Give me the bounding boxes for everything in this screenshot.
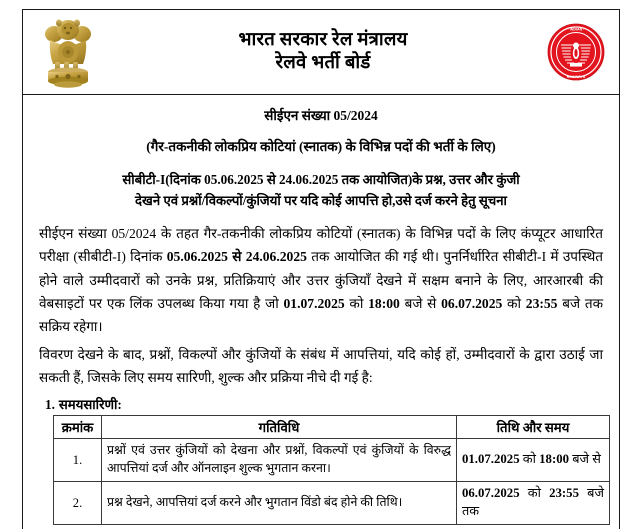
schedule-table xyxy=(53,415,610,525)
notice-document xyxy=(22,9,620,529)
row-2-sno: 2. xyxy=(54,482,102,525)
row-1-date-tail: बजे से xyxy=(569,452,601,467)
table-row xyxy=(54,482,610,525)
row-1-date-mid: को xyxy=(519,452,540,467)
svg-text:RAILWAYS: RAILWAYS xyxy=(566,75,586,80)
p1-link-close-time: 23:55 xyxy=(525,295,558,311)
p1-part-m: को xyxy=(502,295,526,311)
row-1-activity: प्रश्नों एवं उत्तर कुंजियों को देखना और प्रश्नों, विकल्पों एवं कुंजियों के विरुद्ध आपत्तियां दर्ज और ऑनलाइन शुल्क भुगतान करना। xyxy=(102,439,457,482)
p1-se: से xyxy=(232,249,242,265)
p1-date-end: 24.06.2025 xyxy=(245,249,307,265)
column-header-date: तिथि और समय xyxy=(457,416,610,439)
section-title: समयसारिणी: xyxy=(58,397,122,413)
national-emblem-icon xyxy=(37,14,99,90)
row-2-date xyxy=(457,482,610,525)
notice-heading-line2: देखने एवं प्रश्नों/विकल्पों/कुंजियों पर यदि कोई आपत्ति हो,उसे दर्ज करने हेतु सूचना xyxy=(135,193,507,209)
indian-railways-logo-icon xyxy=(547,23,605,81)
p1-part-k: बजे से xyxy=(399,295,442,311)
row-2-time-value: 23:55 xyxy=(549,486,579,501)
document-header xyxy=(23,9,619,95)
p1-link-open-time: 18:00 xyxy=(368,295,400,311)
board-title: रेलवे भर्ती बोर्ड xyxy=(275,53,371,73)
table-header-row xyxy=(54,416,610,439)
row-2-date-tail: बजे तक xyxy=(462,486,604,519)
p1-part-g: तक आयोजित की गई थी। पुनर्निर्धारित सीबीटी-I में उपस्थित होने वाले उम्मीदवारों को उनके प्रश्न, प्रतिक्रियाएं और उत्तर कुंजियाँ देखने में सक्षम बनाने के लिए, आरआरबी की वेबसाइटों पर एक लिंक उपलब्ध किया गया है जो xyxy=(39,249,603,311)
paragraph-2: विवरण देखने के बाद, प्रश्नों, विकल्पों और कुंजियों के संबंध में आपत्तियां, यदि कोई हों, उम्मीदवारों के द्वारा उठाई जा सकती हैं, जिसके लिए समय सारिणी, शुल्क और प्रक्रिया नीचे दी गई है: xyxy=(39,346,603,385)
p1-link-open-date: 01.07.2025 xyxy=(283,295,345,311)
row-1-sno: 1. xyxy=(54,439,102,482)
p1-part-i: को xyxy=(344,295,369,311)
p1-part-a: सीईएन संख्या 05/2024 के तहत गैर-तकनीकी लोकप्रिय कोटियों (स्नातक) के विभिन्न पदों के लिए कंप्यूटर आधारित परीक्षा (सीबीटी-I) दिनांक xyxy=(39,225,603,265)
row-2-activity: प्रश्न देखने, आपत्तियां दर्ज करने और भुगतान विंडो बंद होने की तिथि। xyxy=(102,482,457,525)
table-row xyxy=(54,439,610,482)
cen-number: सीईएन संख्या 05/2024 xyxy=(264,108,378,123)
section-heading xyxy=(45,395,607,413)
column-header-sno: क्रमांक xyxy=(54,416,102,439)
document-body xyxy=(23,95,619,529)
notice-subtitle: (गैर-तकनीकी लोकप्रिय कोटियां (स्नातक) के विभिन्न पदों की भर्ती के लिए) xyxy=(146,139,496,154)
p1-part-o: बजे तक सक्रिय रहेगा। xyxy=(39,295,604,335)
row-2-date-value: 06.07.2025 xyxy=(462,486,520,501)
column-header-activity: गतिविधि xyxy=(102,416,457,439)
row-2-date-mid: को xyxy=(519,486,550,501)
section-number: 1. xyxy=(45,397,55,413)
notice-heading-line1: सीबीटी-I(दिनांक 05.06.2025 से 24.06.2025 तक आयोजित)के प्रश्न, उत्तर और कुंजी xyxy=(122,172,520,187)
notice-heading xyxy=(35,169,607,212)
svg-text:· INDIAN ·: · INDIAN · xyxy=(567,27,585,32)
p1-date-start: 05.06.2025 xyxy=(166,249,228,265)
row-1-date-value: 01.07.2025 xyxy=(462,452,520,467)
p1-link-close-date: 06.07.2025 xyxy=(441,295,503,311)
header-title-block xyxy=(99,29,547,74)
paragraph-1 xyxy=(35,222,607,339)
row-1-date xyxy=(457,439,610,482)
row-1-time-value: 18:00 xyxy=(539,452,569,467)
ministry-title: भारत सरकार रेल मंत्रालय xyxy=(238,30,408,51)
